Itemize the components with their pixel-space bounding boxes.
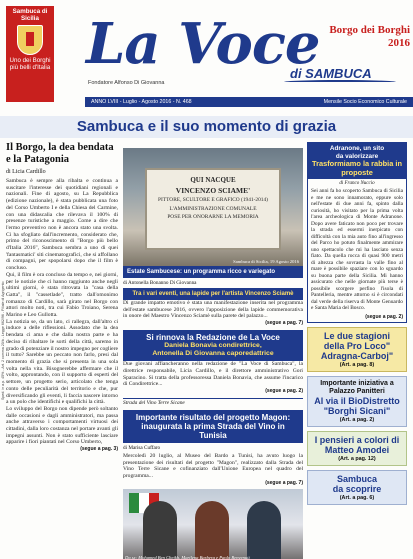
sambuca-scoprire-line2: da scoprire: [332, 483, 382, 494]
redazione-line3: Antonella Di Giovanna caporedattrice: [152, 350, 274, 358]
left-article-p1: Sambuca è sempre alla ribalta e continua a suscitare l'interesse dei quotidiani regionali e nazionali. Fine di agosto, su La Repubblica (edizione nazionale), è stata pubblicata una foto del Corso Umberto I e della Chiesa del Carmine, con una didascalia che rilevava il 100% di presenze turistiche a maggio. Come a dire che l'ermo preventivo non è ancora stato una svolta. Ci ha sfogliato dall'incremento, considerato che, primo del riconoscimento di "Borgo più bello d'Italia 2016", Sambuca sembra a uno di quei 'fantasmatici' siti cinematografici, che si affollano di compagni, per spopolarsi dopo che il film è concluso.: [6, 178, 118, 272]
estate-continue[interactable]: (segue a pag. 7): [265, 320, 303, 327]
proloco-line1: Le due stagioni: [323, 330, 390, 341]
adranone-title-line2: da valorizzare: [335, 152, 379, 160]
person-silhouette: [143, 501, 177, 559]
wave-icon: [284, 80, 396, 84]
person-silhouette: [195, 501, 229, 559]
left-article-p2: Qui, il film è ora concluso da tempo e, nei giorni, per le notizie che ci hanno raggiunto anche negli ultimi giorni, è stata ritrovata la "casa della Gatta", il "cassetlade", tratto dall'omonimo romanzo di Cardillo, sarà girato nel Borgo con attori molto noti, tra cui Fabio Troiano, Serena Marino e Leo Gullotta.: [6, 271, 118, 319]
amodei-title: I pensieri a colori di Matteo Amodei: [314, 434, 400, 455]
strada-text: Mercoledì 20 luglio, al Museo del Bardo a Tunisi, ha avuto luogo la presentazione dei risultati del progetto "Magon", realizzato dalla Strada del Vino Terre Sicane e cofinanziato dall'Unione Europea nel quadro del programma...: [123, 452, 303, 480]
proloco-panel[interactable]: [307, 327, 407, 372]
adranone-continue[interactable]: (segue a pag. 2): [365, 313, 403, 320]
plaque-line1: QUI NACQUE: [190, 176, 236, 184]
amodei-page-ref: (Art. a pag. 12): [338, 455, 376, 462]
masthead: [0, 0, 413, 98]
strada-title: Importante risultato del progetto Magon: inaugurata la prima Strada del Vino in Tunisia: [135, 412, 291, 440]
adranone-byline: di Franco Nuccio: [339, 181, 375, 186]
left-article-p3: La notizia se, da un lato, ci rallegra, dall'altro ci induce a delle riflessioni. Assodato che la dea bendata ci ama e che dalla nostra parte e ha deciso di ribaltare le sorti della città, saremo in grado di potenziare il nostro impegno per cogliere il tutto? Sarebbe un peccato non farlo, presi dal momento di grazia che si presenta in una sola volta nella vita. Bisognerebbe affermare che il volto, approntando, con il supporto di esperti del settore, un progetto serio, articolato che tenga conto delle peculiarità del territorio e che, pur diversificando gli eventi, li faccia nascere intorno a un polo che identifichi e qualifichi la città.: [6, 318, 118, 406]
sambuca-scoprire-panel[interactable]: [307, 470, 407, 505]
redazione-line2: Daniela Bonavia condirettrice,: [164, 342, 262, 350]
group-photo-caption: Da sx: Mohamed Ben Cheikh, Marilena Barbera e Paolo Benvenuti: [125, 554, 250, 559]
left-article-continue[interactable]: (segue a pag. 3): [80, 446, 118, 453]
left-article-title: Il Borgo, la dea bendata e la Patagonia: [6, 142, 114, 165]
periodicity: Mensile Socio Economico Culturale: [323, 99, 407, 105]
shield-icon: [17, 25, 43, 55]
biodistretto-panel[interactable]: [307, 376, 407, 427]
proloco-line3: Adragna-Carboj": [320, 350, 394, 361]
center-column: [123, 148, 303, 559]
adranone-head: [308, 143, 406, 179]
left-article-p4: Lo sviluppo del Borgo non dipende però soltanto dalle occasioni e dagli amministratori, ma passa anche attraverso i comportamenti virtuosi dei cittadini, dalla loro costanza nel portare avanti gli impegni assunti. Non è stato sufficiente lasciare apparire i fiori piantati nel Corso Umberto,: [6, 405, 118, 446]
plaque-photo: [123, 148, 303, 266]
plaque-line4: L'AMMINISTRAZIONE COMUNALE: [169, 205, 257, 212]
borgo-dei-borghi-label: [300, 24, 410, 50]
borgo-line2: 2016: [388, 37, 410, 49]
sambuca-logo-text: di SAMBUCA: [290, 66, 372, 81]
town-crest: [6, 6, 54, 102]
redazione-text: Due giovani affiancheranno nella redazione de "La Voce di Sambuca", la direttrice responsabile, Licia Cardillo, e il direttore amministrativo Gori Sparacino. Si tratta della professoressa Daniela Bonavia, che assume l'incarico di Condirettrice...: [123, 361, 303, 388]
plaque-line3: PITTORE, SCULTORE E GRAFICO (1941-2014): [158, 197, 268, 203]
strada-kicker: Strada del Vino Terre Sicane: [123, 398, 303, 406]
strada-continue[interactable]: (segue a pag. 7): [265, 479, 303, 486]
right-column: [307, 142, 407, 552]
founder-line: Fondatore Alfonso Di Giovanna: [88, 80, 165, 86]
estate-headline: Estate Sambucese: un programma ricco e variegato: [123, 266, 303, 278]
plaque-photo-caption: Sambuca di Sicilia, 19 Agosto 2016: [233, 259, 299, 264]
plaque-line2: VINCENZO SCIAME': [175, 186, 251, 195]
sambuca-scoprire-line1: Sambuca: [336, 473, 378, 484]
issue-number: ANNO LVIII - Luglio - Agosto 2016 - N. 468: [91, 99, 192, 105]
adranone-subtitle: Trasformiamo la rabbia in proposte: [312, 159, 402, 177]
biodistretto-title: Al via il BioDistretto "Borghi Sicani": [314, 395, 400, 416]
person-silhouette: [247, 501, 281, 559]
biodistretto-kicker: Importante iniziativa a Palazzo Panitteri: [320, 379, 394, 395]
estate-text: Di grande impatto emotivo è stata una manifestazione inserita nel programma dell'estate sambucese 2016, ovvero l'apposizione della lapide commemorativa in onore del Maestro Vincenzo Sciamè sulla parete del palazzo...: [123, 300, 303, 320]
plaque-line5: POSE PER ONORARNE LA MEMORIA: [167, 214, 259, 220]
crest-top-text: Sambuca di Sicilia: [12, 8, 48, 22]
group-photo: [123, 489, 303, 559]
info-bar: [85, 97, 413, 107]
strada-title-box: [123, 410, 303, 443]
sambuca-scoprire-page-ref: (Art. a pag. 6): [339, 494, 375, 501]
borgo-line1: Borgo dei Borghi: [329, 24, 410, 36]
estate-subheadline: Tra i vari eventi, una lapide per l'artista Vincenzo Sciamè: [123, 288, 303, 300]
memorial-plaque: [145, 168, 281, 250]
redazione-continue[interactable]: (segue a pag. 2): [265, 387, 303, 394]
estate-byline: di Antonella Bonanno Di Giovanna: [123, 280, 197, 286]
left-article: [6, 142, 118, 552]
left-article-byline: di Licia Cardillo: [6, 169, 46, 175]
amodei-panel[interactable]: [307, 431, 407, 466]
strada-byline: di Marisa Cuffaro: [123, 444, 161, 451]
postal-notice: Sped. in a.p. 45% - Art. 2 comma 20/b - Legge 662/96 - Filiale di Agrigento: [1, 281, 5, 400]
biodistretto-page-ref: (Art. a pag. 2): [339, 416, 375, 423]
crest-bottom-text: Uno dei Borghi più belli d'Italia: [9, 57, 51, 71]
redazione-box: [123, 330, 303, 361]
adranone-text: Sei anni fa ho scoperto Sambuca di Sicilia e me ne sono innamorato, eppure solo nell'estate di due anni fa, spinto dalla curiosità, ho visitato per la prima volta l'area archeologica di Monte Adranone. Dopo avere faticato non poco per trovare la strada ed essermi inerpicato con difficoltà con la mia auto fino all'ingresso del Parco ho potuto finalmente ammirare uno spettacolo che mi ha lasciato senza fiato. Da quella rocca di quasi 900 metri di altezza che sovrasta la valle fino al mare è possibile spaziare con lo sguardo su buona parte della Sicilia. Mi hanno assicurato che nelle giornate più terse è possibile scorgere perfino l'isola di Pantelleria, mentre attorno si è circondati dal verde della riserva di Monte Genuardo e Santa Maria del Bosco.: [311, 188, 403, 311]
newspaper-logo: La Voce: [86, 11, 320, 77]
content-columns: [0, 142, 413, 559]
proloco-line2: della Pro Loco": [323, 340, 391, 351]
adranone-title-line1: Adranone, un sito: [329, 145, 385, 152]
redazione-title: Si rinnova la Redazione de La Voce: [146, 333, 280, 343]
sambuca-logo: [290, 66, 390, 80]
adranone-box: [307, 142, 407, 323]
main-headline: Sambuca e il suo momento di grazia: [0, 116, 413, 138]
proloco-page-ref: (Art. a pag. 8): [339, 361, 375, 368]
